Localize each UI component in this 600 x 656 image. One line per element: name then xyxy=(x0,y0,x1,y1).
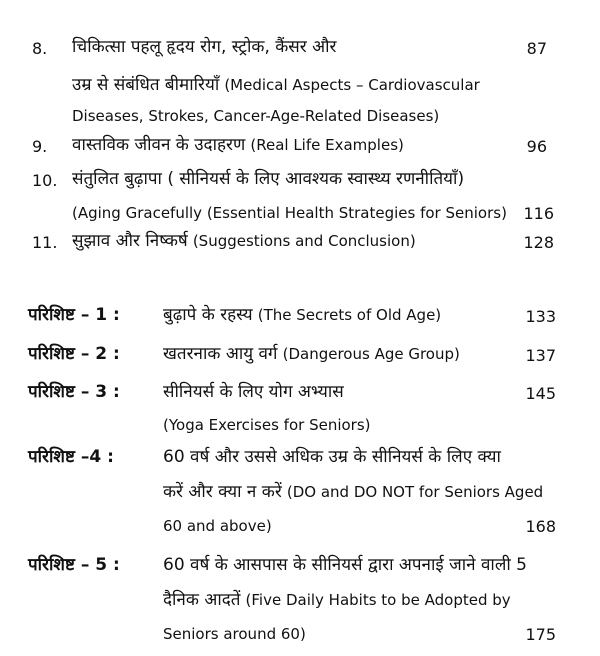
appendix-title-line2: (Yoga Exercises for Seniors) xyxy=(163,416,371,434)
appendix-title-line1: 60 वर्ष और उससे अधिक उम्र के सीनियर्स के लिए क्या xyxy=(163,447,501,467)
appendix-label: परिशिष्ट – 2 : xyxy=(28,344,120,364)
appendix-title-line1: सीनियर्स के लिए योग अभ्यास xyxy=(163,382,344,402)
appendix-title: बुढ़ापे के रहस्य (The Secrets of Old Age) xyxy=(163,305,442,325)
appendix-page-number: 175 xyxy=(525,625,556,644)
chapter-title-line2: उम्र से संबंधित बीमारियाँ (Medical Aspects – Cardiovascular xyxy=(72,75,480,95)
chapter-page-number: 116 xyxy=(523,204,554,223)
appendix-page-number: 137 xyxy=(525,346,556,365)
chapter-number: 9. xyxy=(32,137,48,156)
chapter-number: 10. xyxy=(32,171,58,190)
chapter-title-line3: Diseases, Strokes, Cancer-Age-Related Diseases) xyxy=(72,107,440,125)
appendix-page-number: 168 xyxy=(525,517,556,536)
chapter-number: 11. xyxy=(32,233,58,252)
appendix-title: खतरनाक आयु वर्ग (Dangerous Age Group) xyxy=(163,344,460,364)
appendix-title-line1: 60 वर्ष के आसपास के सीनियर्स द्वारा अपनाई जाने वाली 5 xyxy=(163,555,527,575)
chapter-title: सुझाव और निष्कर्ष (Suggestions and Conclusion) xyxy=(72,231,416,251)
appendix-title-line2: करें और क्या न करें (DO and DO NOT for Seniors Aged xyxy=(163,482,544,502)
appendix-label: परिशिष्ट – 1 : xyxy=(28,305,120,325)
chapter-number: 8. xyxy=(32,39,48,58)
appendix-page-number: 133 xyxy=(525,307,556,326)
chapter-page-number: 87 xyxy=(526,39,547,58)
appendix-title-line3: 60 and above) xyxy=(163,517,272,535)
appendix-label: परिशिष्ट – 5 : xyxy=(28,555,120,575)
chapter-page-number: 128 xyxy=(523,233,554,252)
chapter-title: वास्तविक जीवन के उदाहरण (Real Life Examples) xyxy=(72,135,404,155)
chapter-page-number: 96 xyxy=(526,137,547,156)
appendix-title-line3: Seniors around 60) xyxy=(163,625,306,643)
chapter-title-line2: (Aging Gracefully (Essential Health Strategies for Seniors) xyxy=(72,204,507,222)
appendix-label: परिशिष्ट – 3 : xyxy=(28,382,120,402)
appendix-label: परिशिष्ट –4 : xyxy=(28,447,114,467)
appendix-title-line2: दैनिक आदतें (Five Daily Habits to be Adopted by xyxy=(163,590,511,610)
chapter-title-line1: संतुलित बुढ़ापा ( सीनियर्स के लिए आवश्यक स्वास्थ्य रणनीतियाँ) xyxy=(72,169,465,189)
chapter-title-line1: चिकित्सा पहलू हृदय रोग, स्ट्रोक, कैंसर और xyxy=(72,37,337,57)
appendix-page-number: 145 xyxy=(525,384,556,403)
